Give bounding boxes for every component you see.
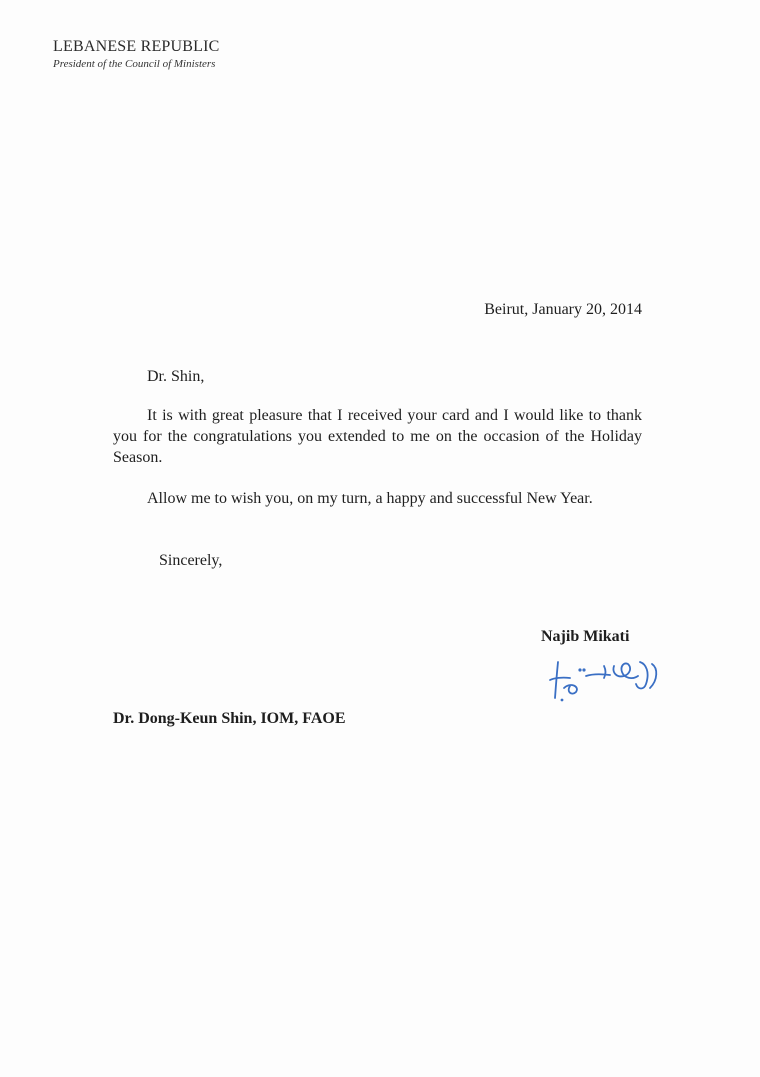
signer-name: Najib Mikati (541, 628, 630, 645)
body-paragraph-1: It is with great pleasure that I received your card and I would like to thank you for the congratulations you extended to me on the occasion of the Holiday Season. (113, 407, 642, 466)
recipient-name: Dr. Dong-Keun Shin, IOM, FAOE (113, 710, 346, 727)
salutation: Dr. Shin, (147, 368, 205, 385)
letterhead (53, 38, 220, 71)
body-paragraph-2: Allow me to wish you, on my turn, a happy and successful New Year. (147, 490, 593, 507)
letterhead-country: LEBANESE REPUBLIC (53, 38, 220, 55)
letter-date: Beirut, January 20, 2014 (484, 301, 642, 318)
letterhead-office: President of the Council of Ministers (53, 58, 216, 70)
closing: Sincerely, (159, 552, 223, 569)
handwritten-signature (540, 640, 670, 704)
